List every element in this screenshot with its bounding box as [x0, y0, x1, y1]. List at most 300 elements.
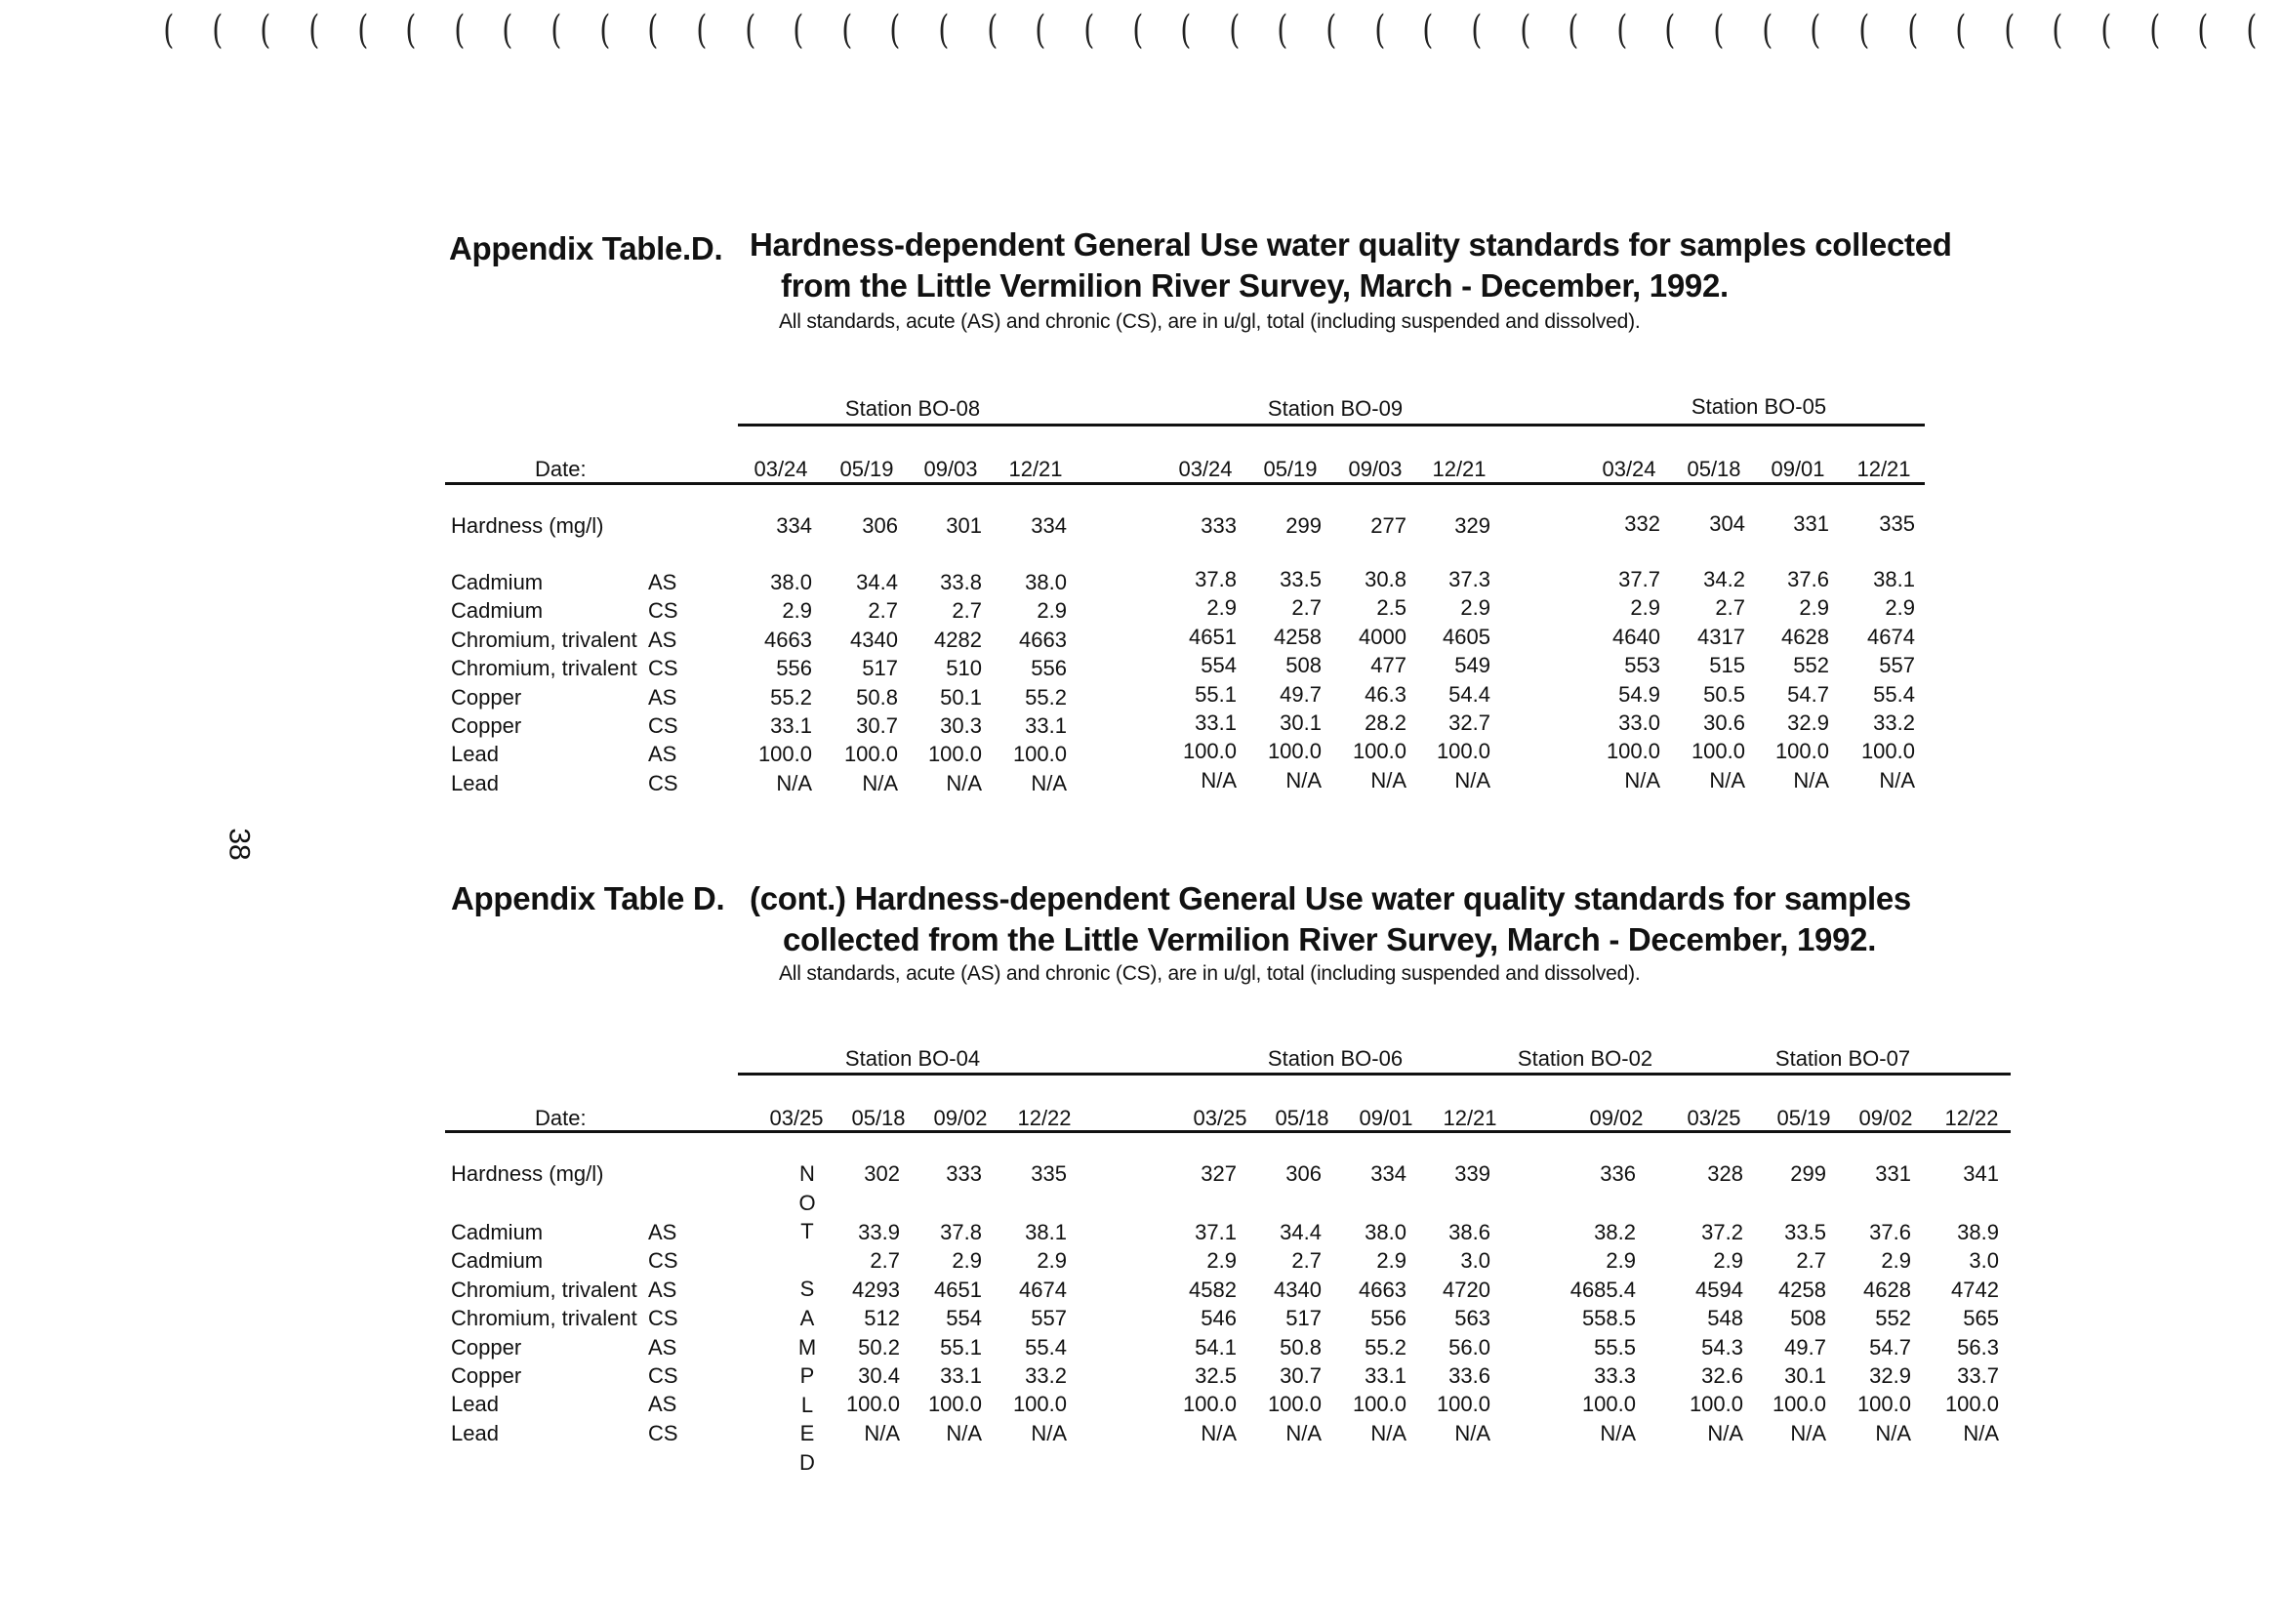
table1-date-rule — [445, 482, 1925, 485]
table1-cell: N/A — [946, 770, 982, 795]
table2-cell: N/A — [1454, 1420, 1490, 1445]
table2-hardness-cell: 335 — [1031, 1161, 1067, 1186]
table2-cell: 33.5 — [1784, 1220, 1826, 1244]
table2-cell: N/A — [1285, 1420, 1322, 1445]
table1-date-header: 05/19 — [839, 457, 894, 481]
table2-cell: 2.7 — [870, 1248, 900, 1274]
row-standard-type: AS — [648, 627, 677, 652]
table1-cell: 556 — [1031, 656, 1067, 681]
table2-cell: 2.9 — [1881, 1248, 1911, 1274]
table2-date-rule — [445, 1130, 2011, 1133]
table1-cell: 37.3 — [1448, 567, 1490, 591]
table1-cell: 33.5 — [1280, 567, 1322, 591]
table2-cell: 32.9 — [1869, 1363, 1911, 1388]
table1-cell: 33.2 — [1873, 710, 1915, 735]
table2-hardness-cell: 331 — [1875, 1161, 1911, 1186]
row-parameter-label: Lead — [451, 770, 499, 795]
table1-cell: 100.0 — [843, 742, 898, 767]
table1-date-header: 09/03 — [923, 457, 978, 481]
table2-station-rule — [738, 1073, 2011, 1076]
table2-hardness-cell: 328 — [1707, 1161, 1743, 1186]
table1-hardness-cell: 332 — [1624, 511, 1660, 536]
table1-hardness-cell: 335 — [1879, 511, 1915, 536]
table2-cell: N/A — [946, 1420, 982, 1445]
table1-date-header: 03/24 — [1602, 457, 1656, 481]
table2-cell: N/A — [1031, 1420, 1067, 1445]
binder-hole-mark: ( — [1131, 8, 1143, 53]
table1-cell: 2.9 — [782, 598, 812, 624]
table2-cell: 50.8 — [1280, 1334, 1322, 1360]
table1-cell: 33.0 — [1618, 710, 1660, 735]
table2-cell: 2.9 — [1606, 1248, 1636, 1274]
not-sampled-letter: N — [799, 1161, 815, 1186]
row-standard-type: CS — [648, 598, 678, 624]
table2-cell: 4720 — [1443, 1277, 1490, 1302]
binder-hole-mark: ( — [1083, 8, 1095, 53]
table2-cell: 2.9 — [1206, 1248, 1237, 1274]
table2-cell: 54.7 — [1869, 1334, 1911, 1360]
table2-cell: 30.4 — [858, 1363, 900, 1388]
row-standard-type: CS — [648, 1363, 678, 1388]
table2-cell: 33.1 — [1365, 1363, 1406, 1388]
table2-cell: 32.5 — [1195, 1363, 1237, 1388]
table1-cell: 50.5 — [1703, 681, 1745, 707]
table2-cell: 508 — [1790, 1306, 1826, 1331]
not-sampled-letter: P — [799, 1363, 815, 1389]
table1-cell: 37.8 — [1195, 567, 1237, 591]
binder-hole-mark: ( — [1519, 8, 1530, 53]
table1-hardness-cell: 329 — [1454, 513, 1490, 538]
binder-hole-mark: ( — [1761, 8, 1773, 53]
row-standard-type: CS — [648, 656, 678, 681]
table1-cell: 2.7 — [1715, 595, 1745, 621]
binder-hole-mark: ( — [1955, 8, 1967, 53]
table2-cell: 30.1 — [1784, 1363, 1826, 1388]
table2-cell: N/A — [1707, 1420, 1743, 1445]
table1-cell: N/A — [1454, 767, 1490, 792]
table1-title-line2: from the Little Vermilion River Survey, March - December, 1992. — [781, 267, 1729, 304]
table2-cell: 49.7 — [1784, 1334, 1826, 1360]
table2-cell: N/A — [1875, 1420, 1911, 1445]
table1-hardness-label: Hardness (mg/l) — [451, 513, 604, 538]
binder-hole-mark: ( — [1229, 8, 1241, 53]
binder-hole-mark: ( — [502, 8, 513, 53]
table2-cell: 552 — [1875, 1306, 1911, 1331]
table1-cell: 510 — [946, 656, 982, 681]
table2-cell: 37.1 — [1195, 1220, 1237, 1244]
table1-cell: N/A — [776, 770, 812, 795]
row-standard-type: AS — [648, 570, 677, 594]
table1-cell: 2.9 — [1037, 598, 1067, 624]
row-parameter-label: Lead — [451, 742, 499, 767]
table1-subtitle: All standards, acute (AS) and chronic (CS), are in u/gl, total (including suspended and dissolved). — [779, 310, 1641, 333]
table1-cell: N/A — [1793, 767, 1829, 792]
table2-cell: 100.0 — [1352, 1392, 1406, 1417]
binder-hole-mark: ( — [405, 8, 417, 53]
table2-cell: 558.5 — [1581, 1306, 1636, 1331]
table2-station-header: Station BO-04 — [844, 1046, 981, 1071]
table2-cell: 100.0 — [1267, 1392, 1322, 1417]
table1-cell: 4628 — [1781, 624, 1829, 649]
table2-cell: N/A — [1600, 1420, 1636, 1445]
table2-cell: 4674 — [1019, 1277, 1067, 1302]
table2-cell: 33.7 — [1957, 1363, 1999, 1388]
table1-cell: 55.4 — [1873, 681, 1915, 707]
table1-cell: 54.4 — [1448, 681, 1490, 707]
table2-cell: 2.9 — [1376, 1248, 1406, 1274]
table1-cell: 34.2 — [1703, 567, 1745, 591]
table2-date-header: 09/02 — [1858, 1106, 1913, 1130]
table1-cell: 54.7 — [1787, 681, 1829, 707]
binder-hole-mark: ( — [986, 8, 998, 53]
table2-date-header: 12/21 — [1443, 1106, 1497, 1130]
binder-hole-mark: ( — [938, 8, 950, 53]
binder-hole-mark: ( — [1906, 8, 1918, 53]
table1-date-header: 05/18 — [1687, 457, 1741, 481]
table2-cell: N/A — [1790, 1420, 1826, 1445]
table2-cell: 557 — [1031, 1306, 1067, 1331]
row-standard-type: AS — [648, 684, 677, 710]
table2-cell: 2.9 — [1037, 1248, 1067, 1274]
table2-cell: 37.6 — [1869, 1220, 1911, 1244]
table2-title-line2: collected from the Little Vermilion River Survey, March - December, 1992. — [783, 921, 1877, 957]
table1-cell: 100.0 — [1691, 739, 1745, 764]
binder-hole-mark: ( — [308, 8, 320, 53]
binder-hole-mark: ( — [744, 8, 755, 53]
table2-hardness-cell: 336 — [1600, 1161, 1636, 1186]
table2-cell: N/A — [1963, 1420, 1999, 1445]
table2-hardness-cell: 306 — [1285, 1161, 1322, 1186]
binder-hole-mark: ( — [2004, 8, 2016, 53]
table1-cell: 55.2 — [1025, 684, 1067, 710]
table2-cell: 55.2 — [1365, 1334, 1406, 1360]
table2-subtitle: All standards, acute (AS) and chronic (CS), are in u/gl, total (including suspended and dissolved). — [779, 962, 1641, 985]
row-standard-type: CS — [648, 1420, 678, 1445]
not-sampled-letter: D — [799, 1450, 815, 1475]
binder-hole-mark: ( — [1373, 8, 1385, 53]
table2-date-header: 09/01 — [1359, 1106, 1413, 1130]
table2-cell: N/A — [864, 1420, 900, 1445]
row-parameter-label: Copper — [451, 1363, 522, 1388]
table1-hardness-cell: 277 — [1370, 513, 1406, 538]
table1-cell: 49.7 — [1280, 681, 1322, 707]
binder-hole-mark: ( — [1568, 8, 1579, 53]
table2-cell: 37.2 — [1701, 1220, 1743, 1244]
table2-cell: 4340 — [1274, 1277, 1322, 1302]
table1-cell: 46.3 — [1365, 681, 1406, 707]
table2-cell: 33.2 — [1025, 1363, 1067, 1388]
table2-cell: 2.7 — [1291, 1248, 1322, 1274]
table1-cell: 33.1 — [1195, 710, 1237, 735]
table2-cell: 38.9 — [1957, 1220, 1999, 1244]
row-parameter-label: Copper — [451, 713, 522, 738]
table2-cell: 2.9 — [1713, 1248, 1743, 1274]
table2-cell: 32.6 — [1701, 1363, 1743, 1388]
table2-station-header: Station BO-02 — [1517, 1046, 1653, 1071]
table2-hardness-cell: 302 — [864, 1161, 900, 1186]
table1-hardness-cell: 306 — [862, 513, 898, 538]
binder-hole-mark: ( — [793, 8, 804, 53]
table2-station-header: Station BO-06 — [1267, 1046, 1404, 1071]
page-number: 38 — [223, 828, 256, 861]
table1-title-line1: Hardness-dependent General Use water quality standards for samples collected — [750, 226, 1952, 263]
table1-cell: 100.0 — [927, 742, 982, 767]
table1-cell: 4651 — [1189, 624, 1237, 649]
table1-cell: 100.0 — [1436, 739, 1490, 764]
table1-date-header: 12/21 — [1008, 457, 1063, 481]
table1-hardness-cell: 333 — [1201, 513, 1237, 538]
table1-cell: 100.0 — [1774, 739, 1829, 764]
table2-cell: 33.3 — [1594, 1363, 1636, 1388]
table1-cell: 54.9 — [1618, 681, 1660, 707]
binder-hole-mark: ( — [2246, 8, 2258, 53]
table1-cell: 508 — [1285, 653, 1322, 678]
row-standard-type: CS — [648, 713, 678, 738]
row-standard-type: AS — [648, 1220, 677, 1244]
row-parameter-label: Copper — [451, 684, 522, 710]
binder-hole-mark: ( — [598, 8, 610, 53]
table2-cell: 54.1 — [1195, 1334, 1237, 1360]
table2-cell: 33.9 — [858, 1220, 900, 1244]
table1-cell: 34.4 — [856, 570, 898, 594]
table1-cell: N/A — [1031, 770, 1067, 795]
table1-cell: 4000 — [1359, 624, 1406, 649]
table1-cell: 4663 — [764, 627, 812, 652]
row-parameter-label: Cadmium — [451, 1248, 544, 1274]
table2-station-header: Station BO-07 — [1774, 1046, 1911, 1071]
table1-station-rule — [738, 424, 1925, 426]
table2-cell: 4258 — [1778, 1277, 1826, 1302]
table1-cell: 28.2 — [1365, 710, 1406, 735]
table2-cell: 565 — [1963, 1306, 1999, 1331]
table2-cell: 50.2 — [858, 1334, 900, 1360]
table1-cell: 4317 — [1697, 624, 1745, 649]
table2-cell: 556 — [1370, 1306, 1406, 1331]
table1-cell: 38.1 — [1873, 567, 1915, 591]
binder-hole-mark: ( — [550, 8, 562, 53]
table2-title-label: Appendix Table D. — [451, 880, 725, 916]
table2-cell: 100.0 — [1772, 1392, 1826, 1417]
table2-date-header: 12/22 — [1017, 1106, 1072, 1130]
table2-cell: 38.0 — [1365, 1220, 1406, 1244]
table1-station-header: Station BO-08 — [844, 396, 981, 421]
table1-cell: 517 — [862, 656, 898, 681]
table1-date-header: 12/21 — [1856, 457, 1911, 481]
table1-cell: 37.6 — [1787, 567, 1829, 591]
table1-cell: 50.1 — [940, 684, 982, 710]
table1-cell: N/A — [1285, 767, 1322, 792]
row-standard-type: AS — [648, 1334, 677, 1360]
binder-hole-mark: ( — [454, 8, 466, 53]
row-parameter-label: Chromium, trivalent — [451, 656, 637, 681]
table1-date-header: 09/03 — [1348, 457, 1403, 481]
table2-cell: 4685.4 — [1569, 1277, 1636, 1302]
table2-hardness-cell: 333 — [946, 1161, 982, 1186]
table1-cell: 100.0 — [757, 742, 812, 767]
table1-cell: 553 — [1624, 653, 1660, 678]
table1-cell: 557 — [1879, 653, 1915, 678]
table2-date-header: 03/25 — [769, 1106, 824, 1130]
table1-cell: 38.0 — [770, 570, 812, 594]
row-parameter-label: Cadmium — [451, 598, 544, 624]
table1-hardness-cell: 331 — [1793, 511, 1829, 536]
table1-cell: 4340 — [850, 627, 898, 652]
binder-hole-mark: ( — [1180, 8, 1192, 53]
table2-date-label: Date: — [535, 1106, 587, 1130]
binder-hole-mark: ( — [647, 8, 659, 53]
not-sampled-letter: L — [800, 1392, 814, 1417]
row-parameter-label: Cadmium — [451, 570, 544, 594]
table1-cell: 30.3 — [940, 713, 982, 738]
table1-station-header: Station BO-05 — [1691, 394, 1827, 419]
table2-cell: 548 — [1707, 1306, 1743, 1331]
table1-cell: 32.7 — [1448, 710, 1490, 735]
table1-cell: 4605 — [1443, 624, 1490, 649]
table1-date-header: 05/19 — [1263, 457, 1318, 481]
table1-hardness-cell: 299 — [1285, 513, 1322, 538]
not-sampled-letter: O — [798, 1190, 816, 1215]
row-standard-type: CS — [648, 1248, 678, 1274]
table1-cell: 2.5 — [1376, 595, 1406, 621]
table1-cell: 4674 — [1867, 624, 1915, 649]
table1-cell: 33.1 — [1025, 713, 1067, 738]
binder-hole-mark: ( — [1810, 8, 1821, 53]
row-parameter-label: Lead — [451, 1420, 499, 1445]
not-sampled-letter: M — [797, 1334, 817, 1360]
table1-hardness-cell: 301 — [946, 513, 982, 538]
table1-cell: 2.9 — [1460, 595, 1490, 621]
table2-cell: 33.6 — [1448, 1363, 1490, 1388]
table1-cell: 4282 — [934, 627, 982, 652]
table1-cell: 50.8 — [856, 684, 898, 710]
row-standard-type: AS — [648, 1392, 677, 1417]
binder-hole-mark: ( — [1664, 8, 1676, 53]
table1-cell: 2.7 — [868, 598, 898, 624]
table2-cell: 38.6 — [1448, 1220, 1490, 1244]
binder-hole-mark: ( — [1616, 8, 1628, 53]
table2-hardness-cell: 327 — [1201, 1161, 1237, 1186]
table2-title-line1: (cont.) Hardness-dependent General Use water quality standards for samples — [750, 880, 1911, 916]
table2-date-header: 09/02 — [933, 1106, 988, 1130]
table2-date-header: 05/19 — [1776, 1106, 1831, 1130]
table1-cell: 100.0 — [1267, 739, 1322, 764]
binder-hole-mark: ( — [1035, 8, 1046, 53]
table1-cell: 30.8 — [1365, 567, 1406, 591]
table2-cell: 100.0 — [1182, 1392, 1237, 1417]
table1-cell: 477 — [1370, 653, 1406, 678]
table2-hardness-cell: 334 — [1370, 1161, 1406, 1186]
table1-cell: 4258 — [1274, 624, 1322, 649]
table2-cell: 55.1 — [940, 1334, 982, 1360]
binder-hole-mark: ( — [696, 8, 708, 53]
row-parameter-label: Copper — [451, 1334, 522, 1360]
binder-hole-mark: ( — [1422, 8, 1434, 53]
table1-cell: N/A — [1709, 767, 1745, 792]
table2-cell: 3.0 — [1460, 1248, 1490, 1274]
table1-cell: 30.6 — [1703, 710, 1745, 735]
table1-date-header: 09/01 — [1771, 457, 1825, 481]
table2-cell: 34.4 — [1280, 1220, 1322, 1244]
table1-cell: 100.0 — [1606, 739, 1660, 764]
table2-cell: 4628 — [1863, 1277, 1911, 1302]
table2-hardness-cell: 299 — [1790, 1161, 1826, 1186]
not-sampled-letter: E — [799, 1421, 815, 1446]
binder-hole-mark: ( — [1471, 8, 1483, 53]
binder-hole-mark: ( — [841, 8, 853, 53]
table1-cell: 32.9 — [1787, 710, 1829, 735]
table1-cell: 100.0 — [1860, 739, 1915, 764]
table2-cell: 37.8 — [940, 1220, 982, 1244]
table1-cell: N/A — [1624, 767, 1660, 792]
row-standard-type: CS — [648, 770, 678, 795]
table2-date-header: 03/25 — [1193, 1106, 1247, 1130]
row-parameter-label: Cadmium — [451, 1220, 544, 1244]
table2-cell: 100.0 — [845, 1392, 900, 1417]
table2-cell: 4651 — [934, 1277, 982, 1302]
table2-date-header: 12/22 — [1944, 1106, 1999, 1130]
table2-cell: 4594 — [1695, 1277, 1743, 1302]
table2-date-header: 05/18 — [851, 1106, 906, 1130]
table1-cell: 30.1 — [1280, 710, 1322, 735]
table2-cell: 56.3 — [1957, 1334, 1999, 1360]
table1-cell: 2.7 — [1291, 595, 1322, 621]
table1-cell: 100.0 — [1182, 739, 1237, 764]
table2-cell: 55.5 — [1594, 1334, 1636, 1360]
table1-cell: 2.7 — [952, 598, 982, 624]
not-sampled-letter: S — [799, 1277, 815, 1302]
table1-date-label: Date: — [535, 457, 587, 481]
table1-cell: 30.7 — [856, 713, 898, 738]
table2-cell: 100.0 — [1581, 1392, 1636, 1417]
table1-cell: 556 — [776, 656, 812, 681]
binder-hole-mark: ( — [260, 8, 271, 53]
table1-hardness-cell: 334 — [1031, 513, 1067, 538]
table1-cell: 38.0 — [1025, 570, 1067, 594]
table2-cell: 2.9 — [952, 1248, 982, 1274]
table2-cell: 100.0 — [1689, 1392, 1743, 1417]
table1-cell: 4640 — [1612, 624, 1660, 649]
binder-hole-mark: ( — [1713, 8, 1725, 53]
table2-cell: 56.0 — [1448, 1334, 1490, 1360]
not-sampled-letter: T — [800, 1219, 814, 1244]
table2-cell: N/A — [1201, 1420, 1237, 1445]
binder-hole-mark: ( — [1858, 8, 1870, 53]
table2-cell: 4742 — [1951, 1277, 1999, 1302]
table1-cell: 33.1 — [770, 713, 812, 738]
table1-cell: 4663 — [1019, 627, 1067, 652]
table2-cell: 100.0 — [1436, 1392, 1490, 1417]
binder-hole-mark: ( — [211, 8, 223, 53]
table1-cell: N/A — [1370, 767, 1406, 792]
table1-cell: 100.0 — [1012, 742, 1067, 767]
table2-cell: 54.3 — [1701, 1334, 1743, 1360]
row-parameter-label: Chromium, trivalent — [451, 627, 637, 652]
row-standard-type: AS — [648, 1277, 677, 1302]
table2-cell: 546 — [1201, 1306, 1237, 1331]
table1-cell: 2.9 — [1206, 595, 1237, 621]
table2-hardness-cell: 339 — [1454, 1161, 1490, 1186]
table2-cell: 512 — [864, 1306, 900, 1331]
table1-cell: 552 — [1793, 653, 1829, 678]
binder-marks — [161, 8, 2260, 53]
table2-hardness-label: Hardness (mg/l) — [451, 1161, 604, 1186]
table2-cell: 4582 — [1189, 1277, 1237, 1302]
table2-cell: 517 — [1285, 1306, 1322, 1331]
binder-hole-mark: ( — [356, 8, 368, 53]
table1-station-header: Station BO-09 — [1267, 396, 1404, 421]
table1-cell: N/A — [1201, 767, 1237, 792]
binder-hole-mark: ( — [2197, 8, 2209, 53]
